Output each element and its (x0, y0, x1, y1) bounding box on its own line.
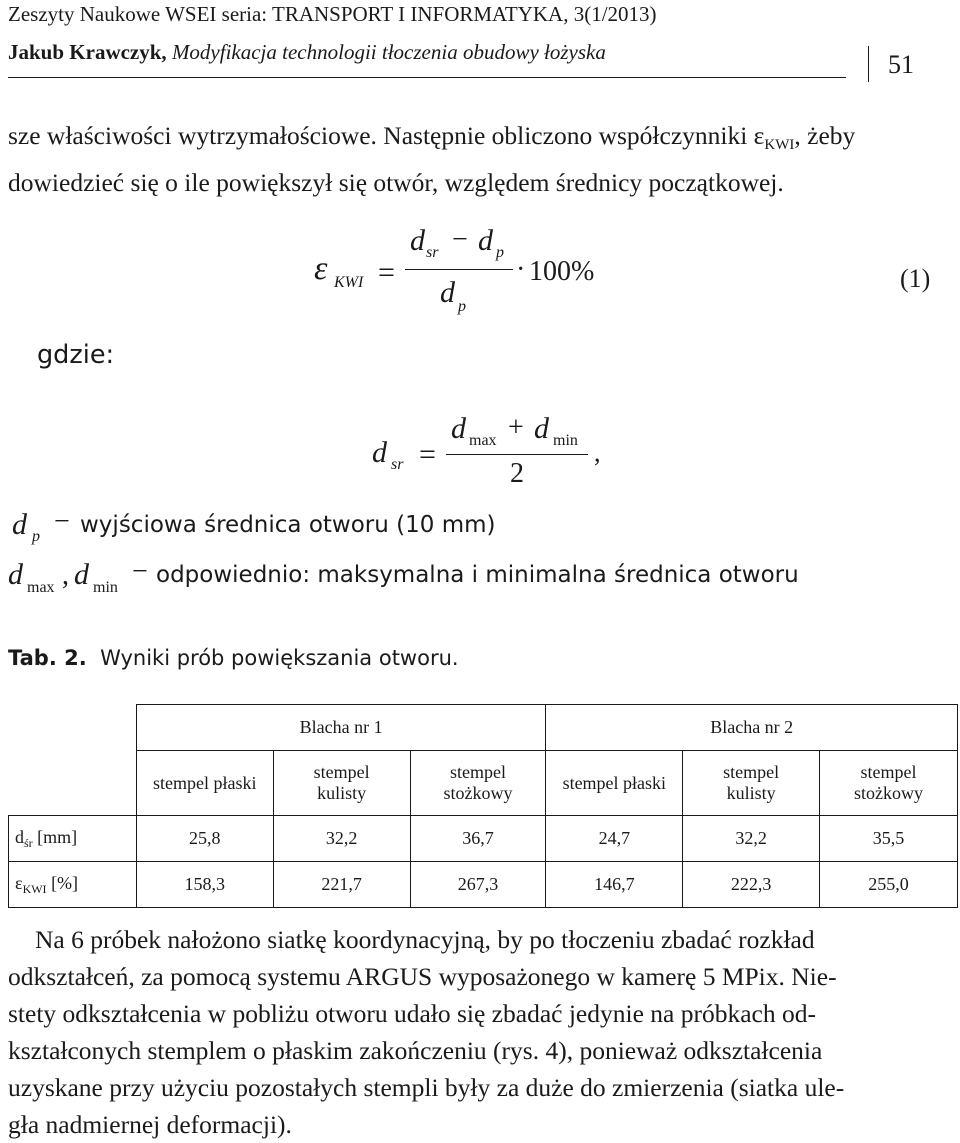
table-group-header-row (9, 705, 958, 751)
table-cell: 36,7 (410, 816, 546, 862)
eq2-den: 2 (510, 458, 524, 489)
header-rule (8, 77, 846, 78)
intro-paragraph (8, 117, 956, 201)
eq2-num-d1-sub: max (469, 432, 497, 449)
body-line: stety odkształcenia w pobliżu otworu udało się zbadać jedynie na próbkach od- (8, 999, 816, 1028)
table-cell: 158,3 (136, 862, 273, 908)
article-header (8, 40, 606, 65)
author-name: Jakub Krawczyk, (8, 40, 167, 64)
def1-symbol-sub: p (32, 528, 40, 545)
eq2-num-d2-sub: min (553, 432, 578, 449)
def2-text: odpowiednio: maksymalna i minimalna średnica otworu (156, 562, 799, 588)
eq1-factor: 100% (529, 256, 595, 287)
intro-line-1: sze właściwości wytrzymałościowe. Następnie obliczono współczynniki $\varepsilon_{KWI}$, żeby (8, 121, 856, 153)
intro-line-2: dowiedzieć się o ile powiększył się otwór, względem średnicy początkowej. (8, 168, 784, 197)
eq2-equals: = (419, 438, 436, 471)
table-cell: 25,8 (136, 816, 273, 862)
header-separator (868, 46, 869, 82)
journal-header: Zeszyty Naukowe WSEI seria: TRANSPORT I INFORMATYKA, 3(1/2013) (8, 2, 657, 26)
def2-symbol-1-sub: max (27, 579, 55, 596)
definitions-list (0, 506, 960, 606)
def2-symbol-1: d (8, 558, 23, 591)
eq2-lhs: d (372, 436, 387, 469)
eq1-num-d2: d (478, 224, 493, 257)
eq1-num-d1-sub: sr (426, 244, 439, 261)
page-number: 51 (888, 50, 914, 79)
eq1-epsilon: ε (314, 250, 328, 287)
col-header-2: stempel kulisty (273, 751, 410, 816)
equation-1 (0, 220, 960, 330)
eq1-equals: = (378, 256, 395, 289)
table-row (9, 816, 958, 862)
table-cell: 222,3 (683, 862, 820, 908)
eq2-num-d1: d (451, 412, 466, 445)
col-header-5: stempel kulisty (683, 751, 820, 816)
col-header-4: stempel płaski (546, 751, 683, 816)
col-header-6: stempel stożkowy (820, 751, 958, 816)
equation-1-number: (1) (900, 264, 931, 293)
eq1-dot: · (516, 254, 526, 285)
table-caption-text: Wyniki prób powiększania otworu. (100, 646, 459, 670)
table-row (9, 862, 958, 908)
def2-symbol-2: d (74, 558, 89, 591)
eq1-den-d-sub: p (458, 298, 466, 315)
group-header-blacha-1: Blacha nr 1 (136, 705, 546, 751)
group-header-blacha-2: Blacha nr 2 (546, 705, 958, 751)
col-header-3: stempel stożkowy (410, 751, 546, 816)
table-cell: 146,7 (546, 862, 683, 908)
table-cell: 35,5 (820, 816, 958, 862)
table-cell: 221,7 (273, 862, 410, 908)
table-corner-cell (9, 705, 137, 751)
def1-symbol: d (12, 508, 27, 541)
eq2-comma: , (594, 438, 601, 467)
table-label: Tab. 2. (8, 646, 87, 670)
def2-dash: − (132, 556, 148, 587)
eq2-fraction-bar (446, 454, 588, 455)
body-line: Na 6 próbek nałożono siatkę koordynacyjną, by po tłoczeniu zbadać rozkład (35, 925, 815, 954)
table-cell: 32,2 (273, 816, 410, 862)
equation-2 (0, 410, 960, 500)
eq2-plus: + (508, 412, 524, 443)
table-corner-cell-lower (9, 751, 137, 816)
def2-symbol-2-sub: min (93, 579, 118, 596)
table-cell: 255,0 (820, 862, 958, 908)
row-label-dsr: $d_{śr}$ [mm] (9, 816, 137, 862)
col-header-1: stempel płaski (136, 751, 273, 816)
table-cell: 267,3 (410, 862, 546, 908)
eq2-num-d2: d (534, 412, 549, 445)
table-caption (8, 646, 459, 670)
where-label: gdzie: (37, 340, 115, 370)
article-title: Modyfikacja technologii tłoczenia obudowy łożyska (171, 40, 606, 64)
def1-text: wyjściowa średnica otworu (10 mm) (80, 512, 496, 538)
body-line: kształconych stemplem o płaskim zakończeniu (rys. 4), ponieważ odkształcenia (8, 1036, 823, 1065)
body-line: uzyskane przy użyciu pozostałych stempli były za duże do zmierzenia (siatka ule- (8, 1073, 845, 1102)
eq1-minus: − (452, 224, 468, 255)
body-line: odkształceń, za pomocą systemu ARGUS wyposażonego w kamerę 5 MPix. Nie- (8, 962, 837, 991)
results-table (8, 704, 958, 908)
eq1-num-d1: d (410, 224, 425, 257)
body-line: gła nadmiernej deformacji). (8, 1110, 292, 1139)
table-column-header-row (9, 751, 958, 816)
eq1-den-d: d (440, 276, 455, 309)
table-cell: 32,2 (683, 816, 820, 862)
table-cell: 24,7 (546, 816, 683, 862)
row-label-ekwi: $\varepsilon_{KWI}$ [%] (9, 862, 137, 908)
def2-comma: , (62, 560, 69, 591)
eq1-epsilon-sub: KWI (334, 274, 364, 291)
eq1-num-d2-sub: p (496, 244, 504, 261)
def1-dash: − (54, 506, 70, 537)
body-paragraph (8, 921, 956, 1143)
eq2-lhs-sub: sr (391, 456, 404, 473)
eq1-fraction-bar (405, 269, 513, 270)
